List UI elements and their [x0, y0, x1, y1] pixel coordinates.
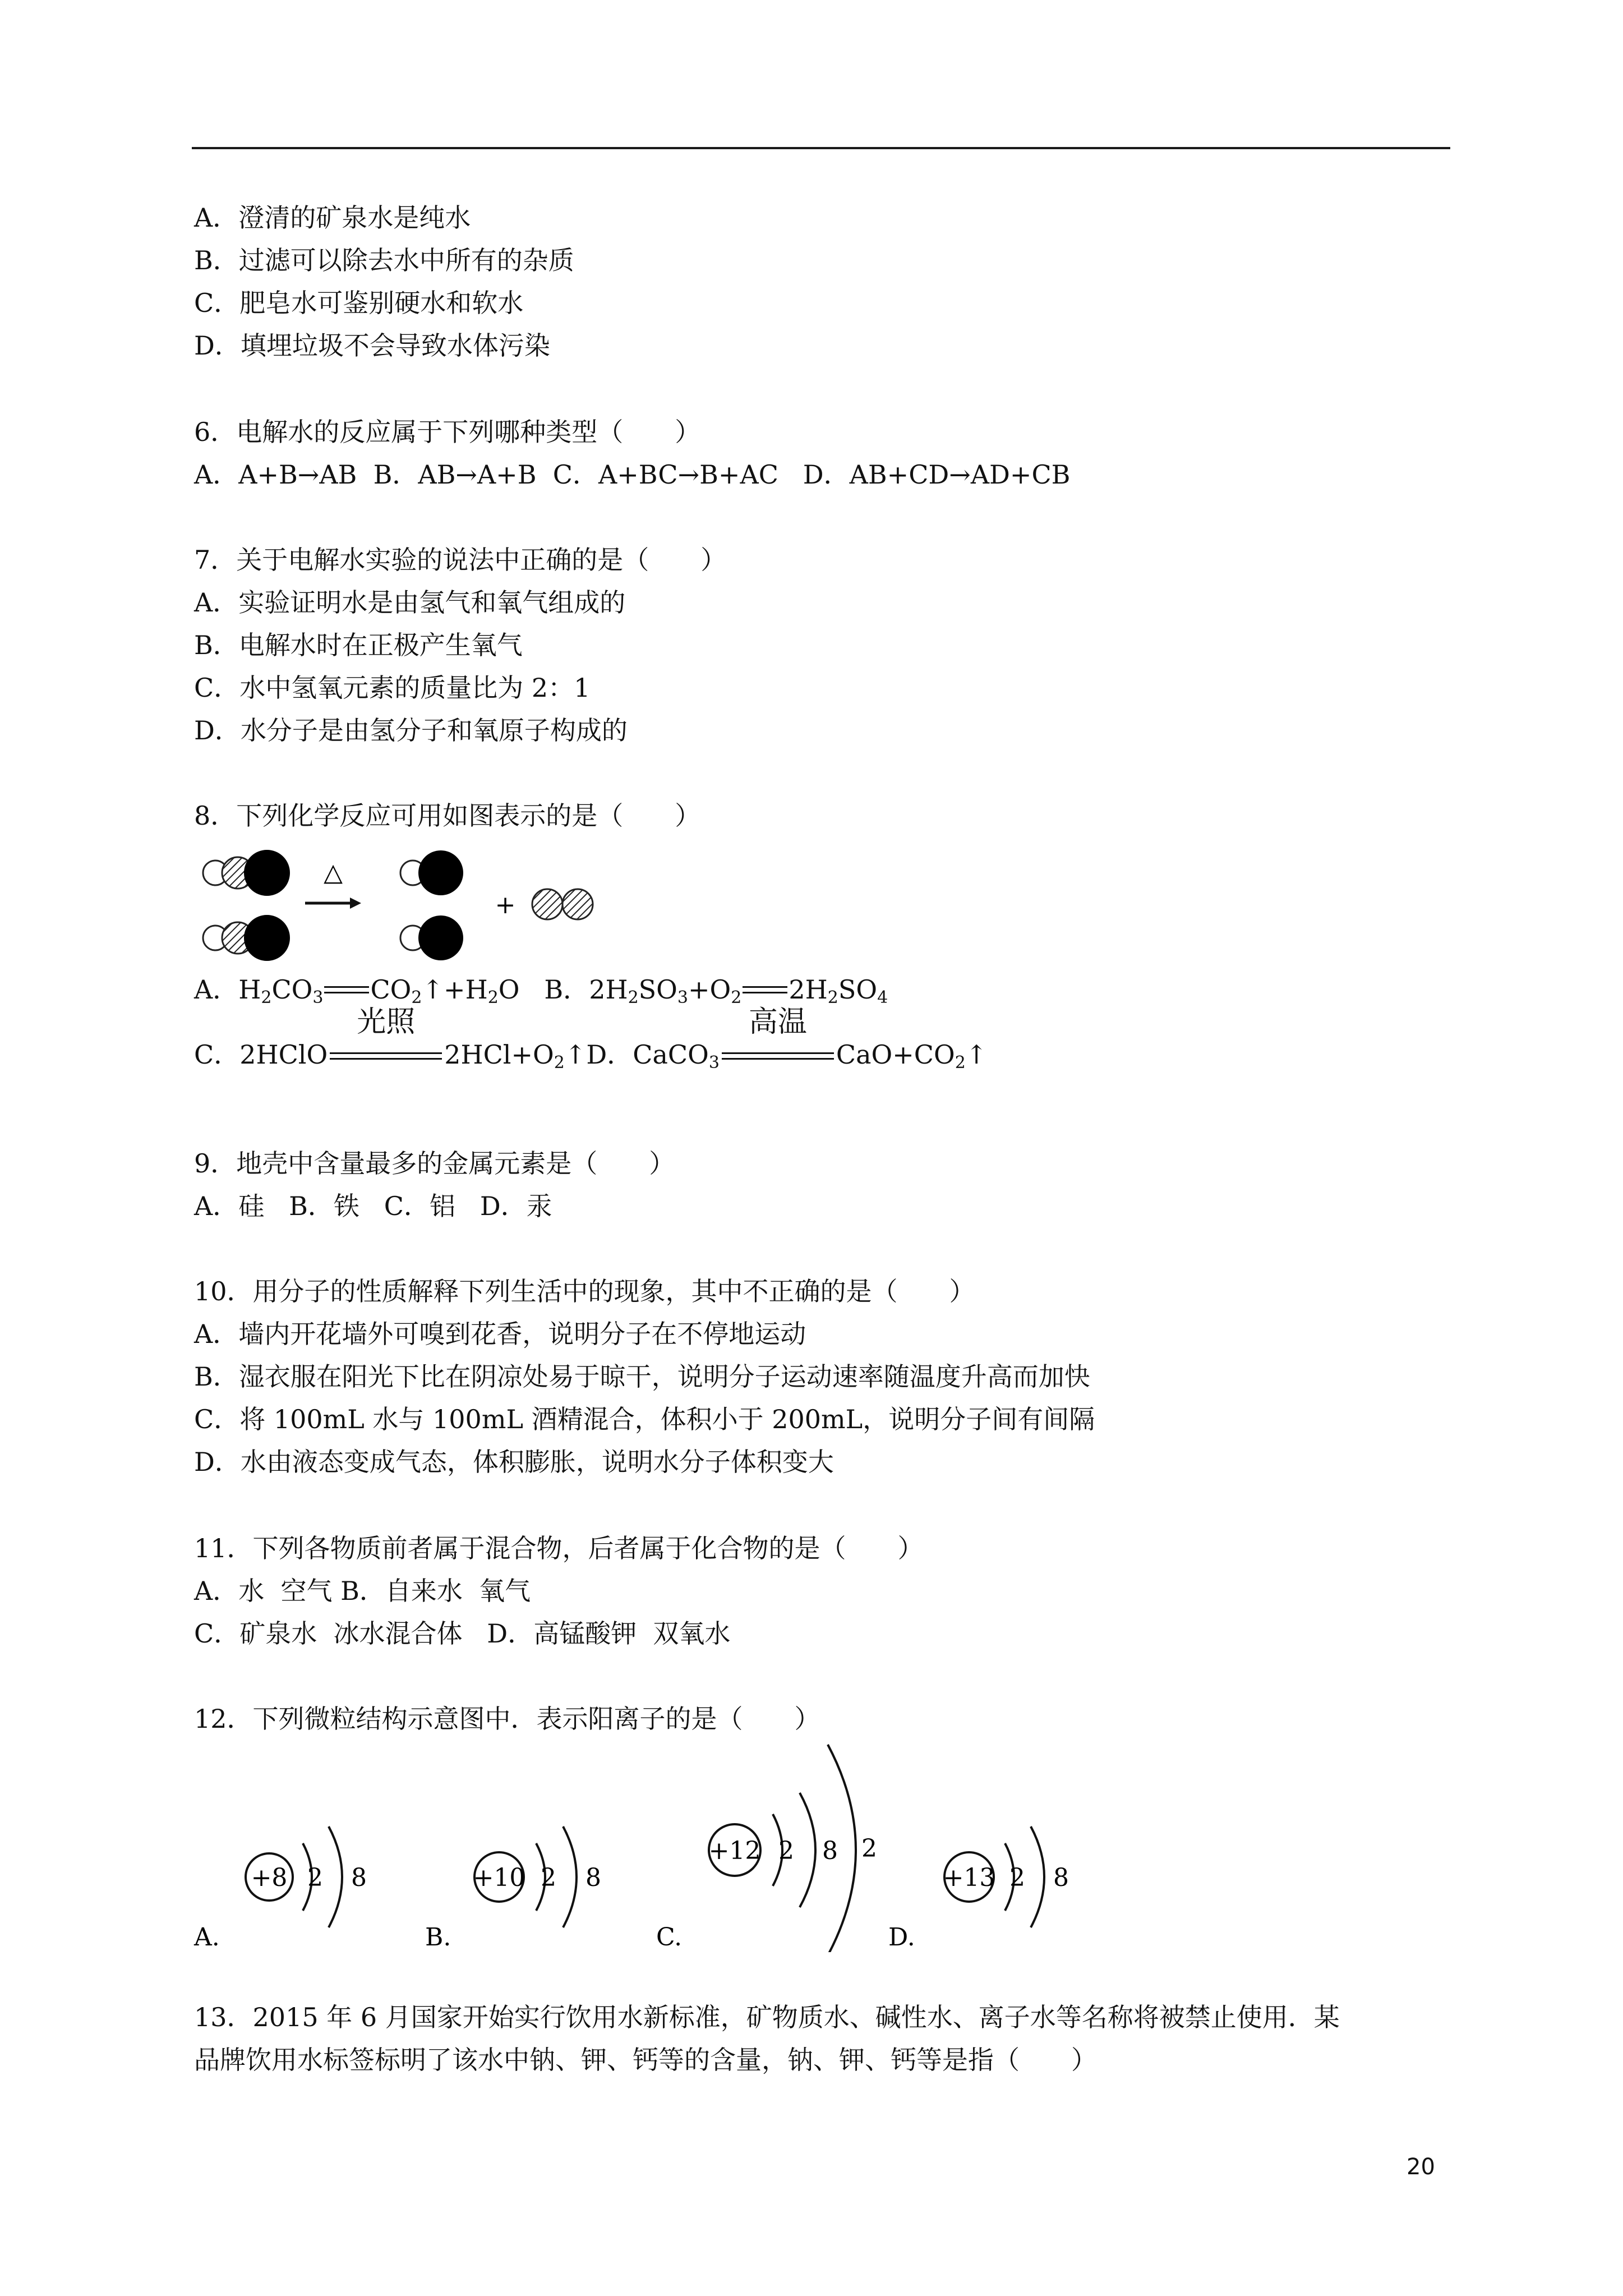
q10-stem: 10．用分子的性质解释下列生活中的现象，其中不正确的是（ ）	[194, 1276, 975, 1306]
q13-stem-line1: 13．2015 年 6 月国家开始实行饮用水新标准，矿物质水、碱性水、离子水等名称将被禁止使用．某	[194, 2002, 1340, 2032]
atom-diagram-d	[888, 1826, 1069, 1952]
q8-a-label: A．	[194, 974, 239, 1005]
atom-diagram-c	[656, 1745, 877, 1952]
q5-option-b: B．过滤可以除去水中所有的杂质	[194, 245, 574, 275]
page-number: 20	[1407, 2154, 1435, 2180]
svg-text:+12: +12	[708, 1837, 761, 1865]
heat-symbol: △	[324, 858, 343, 887]
svg-text:+10: +10	[473, 1864, 525, 1892]
plus-sign: +	[495, 891, 516, 919]
q10-option-a: A．墙内开花墙外可嗅到花香，说明分子在不停地运动	[194, 1319, 806, 1349]
svg-text:8: 8	[822, 1837, 838, 1865]
q11-options-ab: A．水 空气 B．自来水 氧气	[194, 1576, 531, 1606]
svg-text:8: 8	[351, 1864, 367, 1892]
q9-stem: 9．地壳中含量最多的金属元素是（ ）	[194, 1148, 675, 1179]
q5-option-a: A．澄清的矿泉水是纯水	[194, 203, 471, 233]
q13-stem-line2: 品牌饮用水标签标明了该水中钠、钾、钙等的含量，钠、钾、钙等是指（ ）	[194, 2045, 1097, 2075]
q7-option-b: B．电解水时在正极产生氧气	[194, 630, 523, 660]
q10-option-d: D．水由液态变成气态，体积膨胀，说明水分子体积变大	[194, 1447, 834, 1477]
svg-text:2: 2	[861, 1834, 877, 1863]
q7-option-d: D．水分子是由氢分子和氧原子构成的	[194, 715, 628, 746]
atom-diagram-a	[193, 1826, 367, 1952]
svg-text:8: 8	[1053, 1864, 1069, 1892]
q7-option-c: C．水中氢氧元素的质量比为 2：1	[194, 673, 591, 703]
option-b-label: B.	[425, 1923, 451, 1952]
svg-text:+13: +13	[943, 1864, 995, 1892]
q11-options-cd: C．矿泉水 冰水混合体 D．高锰酸钾 双氧水	[194, 1618, 731, 1649]
svg-text:2: 2	[1009, 1864, 1025, 1892]
condition-light: 光照	[330, 1038, 442, 1071]
equals-sign	[324, 973, 369, 1006]
q8-d-label: D．	[586, 1039, 633, 1070]
q5-option-c: C．肥皂水可鉴别硬水和软水	[194, 288, 524, 318]
product-molecule-1	[400, 850, 463, 895]
product-molecule-2	[400, 915, 463, 960]
reaction-arrow	[305, 898, 361, 909]
q11-stem: 11．下列各物质前者属于混合物，后者属于化合物的是（ ）	[194, 1533, 924, 1563]
product-molecule-3	[532, 889, 593, 919]
reactant-molecule-2	[203, 915, 289, 960]
q8-options-ab: A．$H_2CO_3$ $CO_2↑+H_2O$ B．$2H_2SO_3+O_2$ $2H_2SO_4$	[194, 973, 888, 1006]
svg-text:2: 2	[778, 1837, 794, 1865]
svg-text:2: 2	[307, 1864, 323, 1892]
condition-high-temp: 高温	[722, 1038, 834, 1071]
atom-diagram-b	[425, 1826, 601, 1952]
q12-diagrams	[191, 1739, 1110, 1952]
q7-stem: 7．关于电解水实验的说法中正确的是（ ）	[194, 545, 727, 575]
q9-options: A．硅 B．铁 C．铝 D．汞	[194, 1191, 552, 1221]
q7-option-a: A．实验证明水是由氢气和氧气组成的	[194, 587, 626, 618]
q5-option-d: D．填埋垃圾不会导致水体污染	[194, 330, 550, 361]
equals-sign	[743, 973, 787, 1006]
q6-options: A．A+B→AB B．AB→A+B C．A+BC→B+AC D．AB+CD→AD+CB	[194, 459, 1071, 490]
reactant-molecule-1	[203, 850, 289, 895]
q8-reaction-diagram	[194, 841, 620, 982]
q8-b-label: B．	[544, 974, 589, 1005]
q10-option-c: C．将 100mL 水与 100mL 酒精混合，体积小于 200mL，说明分子间有间隔	[194, 1404, 1095, 1434]
q10-option-b: B．湿衣服在阳光下比在阴凉处易于晾干，说明分子运动速率随温度升高而加快	[194, 1361, 1090, 1392]
svg-text:+8: +8	[251, 1864, 288, 1892]
svg-text:2: 2	[541, 1864, 556, 1892]
header-rule	[192, 147, 1450, 149]
option-d-label: D.	[888, 1923, 915, 1952]
svg-text:8: 8	[585, 1864, 601, 1892]
option-c-label: C.	[656, 1923, 683, 1952]
q8-stem: 8．下列化学反应可用如图表示的是（ ）	[194, 800, 701, 831]
option-a-label: A.	[194, 1923, 220, 1952]
q12-stem: 12．下列微粒结构示意图中．表示阳离子的是（ ）	[194, 1704, 820, 1734]
q8-options-cd: C．2HClO 光照 $2HCl+O_2↑D$．CaCO$_3$ 高温 $CaO+CO_2↑$	[194, 1005, 988, 1073]
q8-c-label: C．	[194, 1039, 240, 1070]
q6-stem: 6．电解水的反应属于下列哪种类型（ ）	[194, 417, 701, 447]
